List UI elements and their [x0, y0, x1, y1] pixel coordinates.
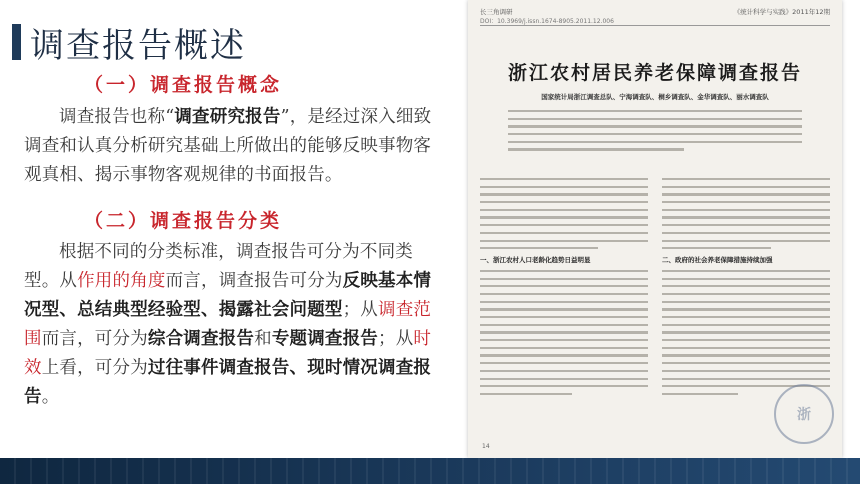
- text-span: 根据不同的分类标准，调查报告可分为不同类型。从: [24, 242, 413, 291]
- doc-section-heading: 一、浙江农村人口老龄化趋势日益明显: [480, 255, 591, 264]
- footer-band: [0, 458, 860, 484]
- doc-divider: [480, 25, 830, 26]
- slide-title: 调查报告概述: [30, 26, 246, 66]
- doc-section-heading: 二、政府的社会养老保障措施持续加强: [662, 255, 773, 264]
- title-accent-bar: [12, 24, 21, 60]
- doc-journal-left: 长三角调研: [480, 8, 513, 16]
- criterion-highlight: 调查范围: [24, 300, 432, 349]
- classification-paragraph: [24, 238, 444, 412]
- type-highlight: 专题调查报告: [271, 329, 379, 349]
- doc-doi: DOI：10.3969/j.issn.1674-8905.2011.12.006: [480, 18, 614, 25]
- section-heading-concept: （一）调查报告概念: [84, 74, 283, 96]
- report-document-image: [468, 0, 842, 458]
- type-highlight: 反映基本情况型、总结典型经验型、揭露社会问题型: [24, 271, 432, 320]
- doc-journal-right: 《统计科学与实践》2011年12期: [733, 8, 830, 16]
- university-seal-icon: 浙: [774, 384, 834, 444]
- text-span: 而言，可分为: [41, 329, 148, 349]
- criterion-highlight: 作用的角度: [77, 271, 166, 291]
- type-highlight: 过往事件调查报告、现时情况调查报告: [24, 358, 432, 407]
- text-span: 和: [254, 329, 272, 349]
- text-span: ；从: [378, 329, 414, 349]
- section-heading-classification: （二）调查报告分类: [84, 210, 283, 232]
- criterion-highlight: 时效: [24, 329, 432, 378]
- doc-column-left: [480, 178, 648, 430]
- doc-title: 浙江农村居民养老保障调查报告: [507, 62, 802, 84]
- footer-pattern: [0, 458, 860, 484]
- doc-body: [480, 178, 830, 430]
- text-span: 而言，调查报告可分为: [165, 271, 343, 291]
- text-span: 。: [41, 387, 60, 407]
- text-span: ；从: [342, 300, 379, 320]
- doc-header: [480, 7, 830, 16]
- doc-abstract: [508, 110, 802, 162]
- doc-authors: 国家统计局浙江调查总队、宁海调查队、桐乡调查队、金华调查队、丽水调查队: [541, 93, 769, 101]
- type-highlight: 综合调查报告: [147, 329, 255, 349]
- text-span: 上看，可分为: [41, 358, 148, 378]
- concept-paragraph: [24, 103, 444, 190]
- term-highlight: 调查研究报告: [174, 107, 281, 127]
- doc-page-number: 14: [482, 443, 490, 450]
- text-span: ”，是经过深入细致调查和认真分析研究基础上所做出的能够反映事物客观真相、揭示事物客观规律的书面报告。: [24, 107, 432, 185]
- text-span: 调查报告也称“: [59, 107, 175, 127]
